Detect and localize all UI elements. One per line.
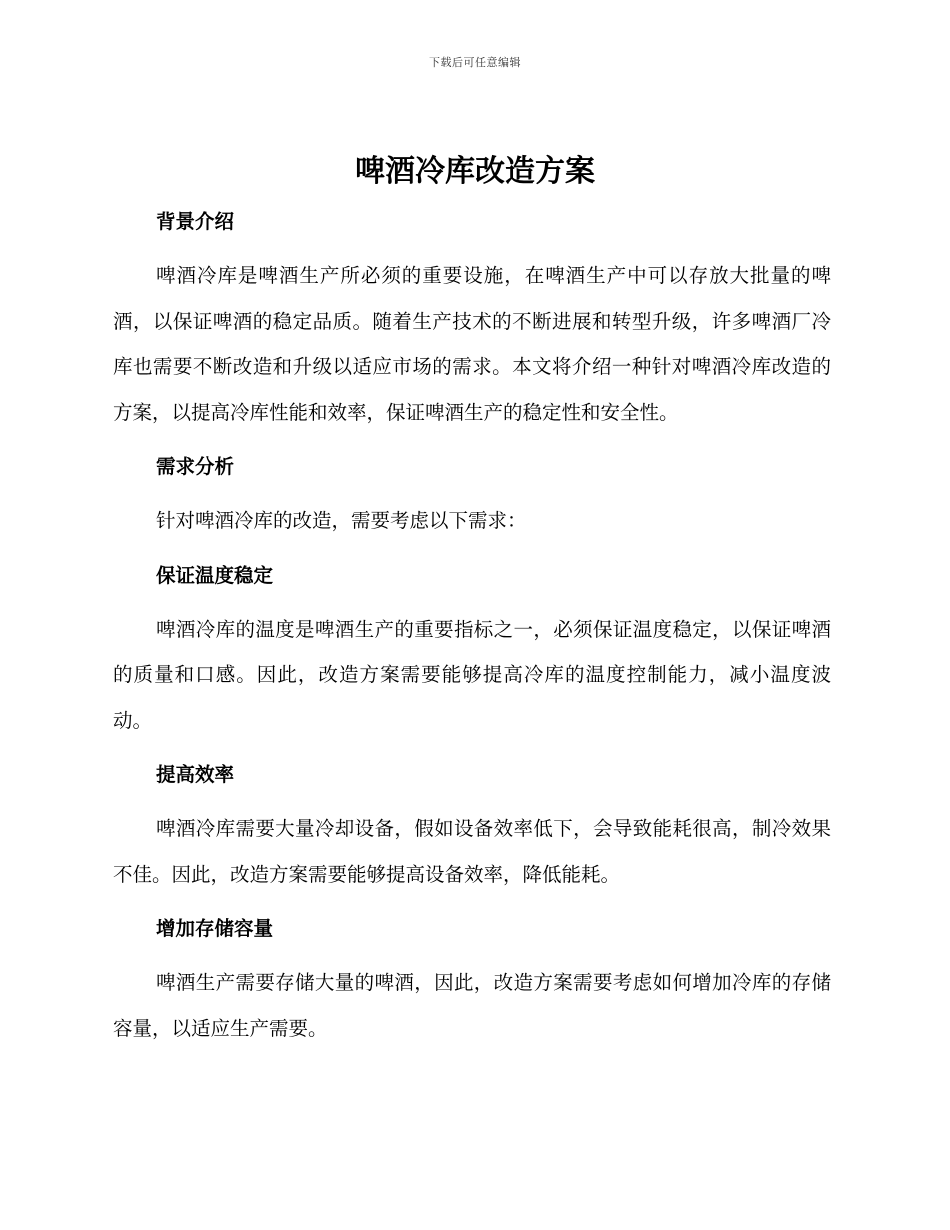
paragraph-background: 啤酒冷库是啤酒生产所必须的重要设施，在啤酒生产中可以存放大批量的啤酒，以保证啤酒的稳定品质。随着生产技术的不断进展和转型升级，许多啤酒厂冷库也需要不断改造和升级以适应市场的需求。本文将介绍一种针对啤酒冷库改造的方案，以提高冷库性能和效率，保证啤酒生产的稳定性和安全性。 (113, 264, 831, 424)
document-title: 啤酒冷库改造方案 (355, 154, 595, 189)
document-body (113, 200, 831, 1051)
section-heading-efficiency: 提高效率 (156, 763, 235, 786)
section-heading-background: 背景介绍 (156, 210, 235, 233)
section-heading-temperature: 保证温度稳定 (156, 563, 274, 587)
header-note: 下载后可任意编辑 (429, 56, 521, 69)
paragraph-needs-intro: 针对啤酒冷库的改造，需要考虑以下需求： (156, 509, 527, 532)
paragraph-storage: 啤酒生产需要存储大量的啤酒，因此，改造方案需要考虑如何增加冷库的存储容量，以适应生产需要。 (113, 971, 831, 1040)
paragraph-temperature: 啤酒冷库的温度是啤酒生产的重要指标之一，必须保证温度稳定，以保证啤酒的质量和口感。因此，改造方案需要能够提高冷库的温度控制能力，减小温度波动。 (113, 617, 831, 732)
paragraph-efficiency: 啤酒冷库需要大量冷却设备，假如设备效率低下，会导致能耗很高，制冷效果不佳。因此，改造方案需要能够提高设备效率，降低能耗。 (113, 817, 831, 886)
section-heading-needs: 需求分析 (156, 455, 235, 478)
section-heading-storage: 增加存储容量 (156, 917, 274, 940)
